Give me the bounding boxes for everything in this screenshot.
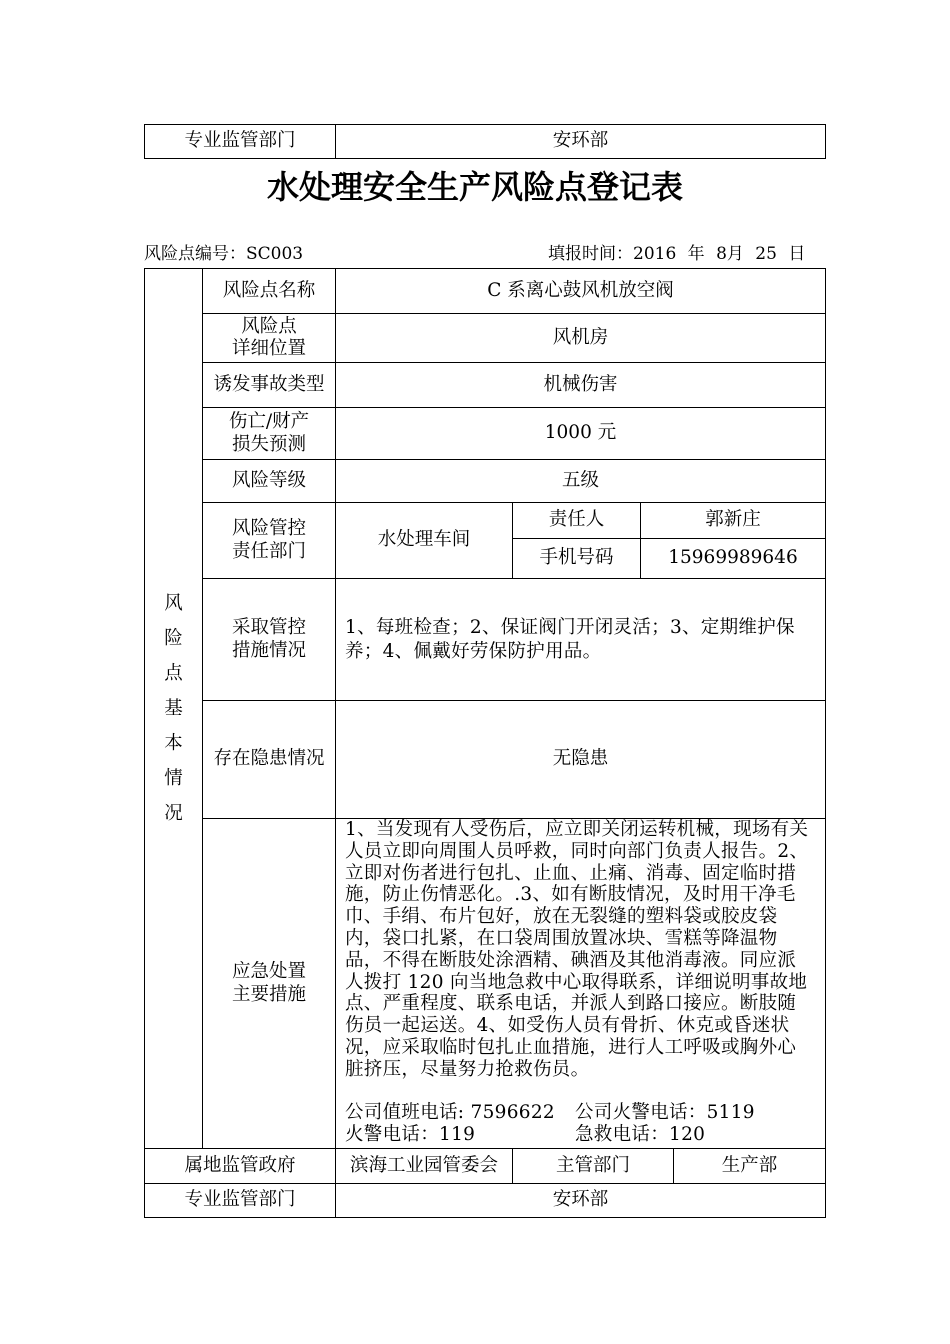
loss-forecast-label-line-1: 伤亡/财产 <box>228 411 310 432</box>
accident-type-value: 机械伤害 <box>335 362 826 408</box>
accident-type-label: 诱发事故类型 <box>202 362 336 408</box>
location-label-line-1: 风险点 <box>241 315 297 337</box>
emergency-line: 品，不得在断肢处涂酒精、碘酒及其他消毒液。同应派 <box>345 949 797 971</box>
footer-supervision-label: 专业监管部门 <box>144 1183 336 1218</box>
control-measures-text <box>345 616 795 664</box>
emergency-line: 内，袋口扎紧，在口袋周围放置冰块、雪糕等降温物 <box>345 927 778 949</box>
hazards-value: 无隐患 <box>335 700 826 819</box>
phone-value: 15969989646 <box>640 538 826 579</box>
emergency-line: 巾、手绢、布片包好，放在无裂缝的塑料袋或胶皮袋 <box>345 906 778 928</box>
emergency-line: 伤员一起运送。4、如受伤人员有骨折、休克或昏迷状 <box>345 1015 790 1037</box>
hazards-label: 存在隐患情况 <box>202 700 336 819</box>
emergency-line: 1、当发现有人受伤后，应立即关闭运转机械，现场有关 <box>345 819 809 840</box>
loss-forecast-value: 1000 元 <box>335 407 826 460</box>
company-fire-phone: 公司火警电话：5119 <box>575 1102 755 1124</box>
control-measures-value-cell <box>335 578 826 701</box>
emergency-value-cell <box>335 818 826 1149</box>
risk-level-label: 风险等级 <box>202 459 336 503</box>
emergency-line: 人员立即向周围人员呼救，同时向部门负责人报告。2、 <box>345 840 809 862</box>
local-gov-label: 属地监管政府 <box>144 1148 336 1184</box>
local-gov-value: 滨海工业园管委会 <box>335 1148 513 1184</box>
managing-dept-label: 主管部门 <box>512 1148 674 1184</box>
emergency-label-cell <box>202 818 336 1149</box>
control-measures-label-cell <box>202 578 336 701</box>
control-measures-label-line-2: 措施情况 <box>231 639 306 661</box>
ambulance-phone: 急救电话：120 <box>575 1124 706 1146</box>
responsible-dept-value: 水处理车间 <box>335 502 513 579</box>
emergency-line: 施，防止伤情恶化。.3、如有断肢情况，及时用干净毛 <box>345 884 796 906</box>
emergency-label-line-2: 主要措施 <box>231 983 306 1005</box>
emergency-text <box>345 819 808 1146</box>
section-label-cell <box>144 268 203 1149</box>
emergency-label-line-1: 应急处置 <box>231 961 306 982</box>
section-label: 风险点基本情况 <box>164 593 183 824</box>
managing-dept-value: 生产部 <box>673 1148 826 1184</box>
emergency-line: 立即对伤者进行包扎、止血、止痛、消毒、固定临时措 <box>345 862 797 884</box>
header-supervision-label: 专业监管部门 <box>144 124 336 159</box>
control-measures-line: 1、每班检查；2、保证阀门开闭灵活；3、定期维护保 <box>345 616 795 638</box>
loss-forecast-label-line-2: 损失预测 <box>231 433 306 455</box>
risk-name-value: C 系离心鼓风机放空阀 <box>335 268 826 314</box>
control-measures-label-line-1: 采取管控 <box>231 617 306 638</box>
responsible-dept-label-cell <box>202 502 336 579</box>
header-supervision-value: 安环部 <box>335 124 826 159</box>
emergency-contacts <box>345 1102 808 1146</box>
location-label-cell <box>202 313 336 363</box>
emergency-line: 人拨打 120 向当地急救中心取得联系，详细说明事故地 <box>345 971 808 993</box>
loss-forecast-label-cell <box>202 407 336 460</box>
risk-level-value: 五级 <box>335 459 826 503</box>
responsible-person-label: 责任人 <box>512 502 641 539</box>
risk-point-code: 风险点编号：SC003 <box>144 244 304 264</box>
location-value: 风机房 <box>335 313 826 363</box>
emergency-line: 况，应采取临时包扎止血措施，进行人工呼吸或胸外心 <box>345 1036 797 1058</box>
control-measures-line: 养；4、佩戴好劳保防护用品。 <box>345 640 602 662</box>
phone-label: 手机号码 <box>512 538 641 579</box>
responsible-dept-label-line-2: 责任部门 <box>231 540 306 562</box>
report-date: 填报时间：2016 年 8月 25 日 <box>548 244 806 264</box>
fire-phone: 火警电话：119 <box>345 1124 476 1146</box>
document-title: 水处理安全生产风险点登记表 <box>266 168 683 206</box>
emergency-line: 点、严重程度、联系电话，并派人到路口接应。断肢随 <box>345 993 797 1015</box>
footer-supervision-value: 安环部 <box>335 1183 826 1218</box>
location-label-line-2: 详细位置 <box>231 338 306 359</box>
emergency-line: 脏挤压，尽量努力抢救伤员。 <box>345 1058 590 1080</box>
risk-name-label: 风险点名称 <box>202 268 336 314</box>
emergency-spacer <box>345 1081 808 1103</box>
duty-phone: 公司值班电话: 7596622 <box>345 1102 556 1124</box>
responsible-dept-label-line-1: 风险管控 <box>231 518 306 539</box>
responsible-person-value: 郭新庄 <box>640 502 826 539</box>
